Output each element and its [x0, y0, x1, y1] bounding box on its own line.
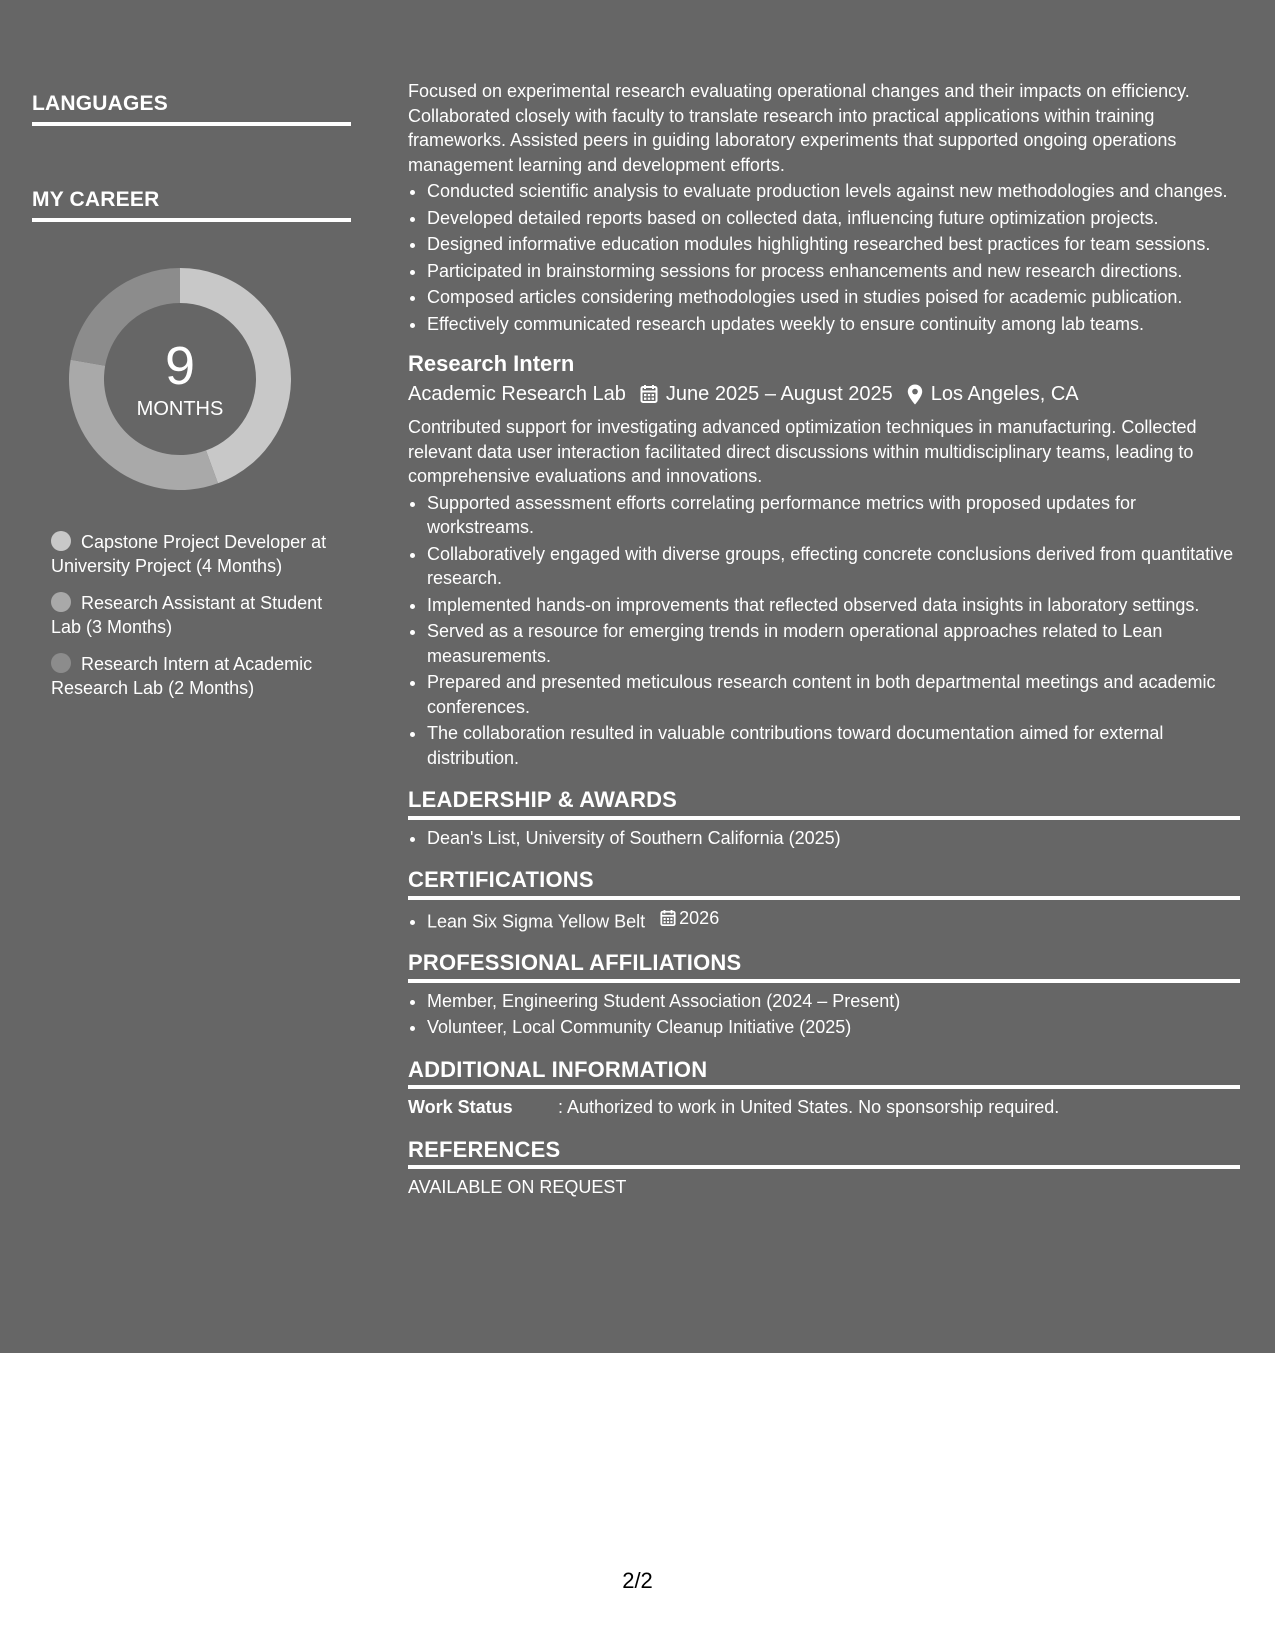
donut-total-months: 9 — [164, 335, 196, 396]
legend-label: Research Assistant at Student Lab (3 Months) — [51, 593, 323, 637]
list-item: • Conducted scientific analysis to evaluate production levels against new methodologies and changes. — [427, 179, 1240, 204]
certifications-heading: CERTIFICATIONS — [408, 868, 1240, 900]
list-item: • Designed informative education modules highlighting researched best practices for team sessions. — [427, 232, 1240, 257]
languages-heading: LANGUAGES — [32, 92, 351, 126]
legend-dot — [51, 592, 71, 612]
legend-label: Research Intern at Academic Research Lab (2 Months) — [51, 654, 313, 698]
work-status-value: : Authorized to work in United States. No sponsorship required. — [558, 1097, 1060, 1118]
work-status-row — [408, 1095, 1240, 1120]
references-heading: REFERENCES — [408, 1138, 1240, 1170]
job-dates: June 2025 – August 2025 — [665, 383, 893, 405]
career-heading: MY CAREER — [32, 188, 351, 222]
list-item: • Effectively communicated research updates weekly to ensure continuity among lab teams. — [427, 312, 1240, 337]
list-item: • Volunteer, Local Community Cleanup Initiative (2025) — [427, 1015, 1240, 1040]
donut-unit: MONTHS — [136, 397, 224, 420]
list-item: • Dean's List, University of Southern California (2025) — [427, 826, 1240, 851]
list-item: • Prepared and presented meticulous research content in both departmental meetings and academic conferences. — [427, 670, 1240, 719]
legend-item — [51, 591, 341, 639]
legend-item — [51, 652, 341, 700]
list-item: • The collaboration resulted in valuable contributions toward documentation aimed for external distribution. — [427, 721, 1240, 770]
job-location: Los Angeles, CA — [930, 383, 1079, 405]
previous-job-bullets — [408, 179, 1240, 336]
calendar-icon — [640, 384, 658, 404]
certification-name: Lean Six Sigma Yellow Belt — [427, 910, 646, 931]
map-pin-icon — [907, 384, 923, 405]
list-item: • Served as a resource for emerging trends in modern operational approaches related to Lean measurements. — [427, 619, 1240, 668]
legend-item — [51, 530, 341, 578]
job-company: Academic Research Lab — [408, 383, 626, 405]
legend-label: Capstone Project Developer at University Project (4 Months) — [51, 532, 327, 576]
donut-center — [65, 264, 295, 494]
leadership-list — [408, 826, 1240, 851]
list-item: • Implemented hands-on improvements that reflected observed data insights in laboratory settings. — [427, 593, 1240, 618]
leadership-heading: LEADERSHIP & AWARDS — [408, 788, 1240, 820]
job-summary: Contributed support for investigating advanced optimization techniques in manufacturing. Collected relevant data user interaction facilitated direct discussions within multidisciplinary teams, leading to comprehensive evaluations and innovations. — [408, 417, 1197, 486]
calendar-icon — [660, 909, 679, 927]
legend-dot — [51, 531, 71, 551]
list-item: • Supported assessment efforts correlating performance metrics with proposed updates for workstreams. — [427, 491, 1240, 540]
career-donut-chart — [65, 264, 295, 494]
list-item — [427, 906, 1240, 934]
list-item: • Composed articles considering methodologies used in studies poised for academic publication. — [427, 285, 1240, 310]
job-bullets — [408, 491, 1240, 771]
work-status-label: Work Status — [408, 1097, 513, 1118]
certifications-list — [408, 906, 1240, 934]
previous-job-summary: Focused on experimental research evaluating operational changes and their impacts on efficiency. Collaborated closely with faculty to translate research into practical applications within training frameworks. Assisted peers in guiding laboratory experiments that supported ongoing operations management learning and development efforts. — [408, 81, 1190, 175]
job-meta — [408, 379, 1240, 409]
list-item: • Participated in brainstorming sessions for process enhancements and new research directions. — [427, 259, 1240, 284]
list-item: • Developed detailed reports based on collected data, influencing future optimization projects. — [427, 206, 1240, 231]
list-item: • Member, Engineering Student Association (2024 – Present) — [427, 989, 1240, 1014]
certification-year: 2026 — [679, 907, 720, 928]
job-title: Research Intern — [408, 351, 575, 376]
affiliations-heading: PROFESSIONAL AFFILIATIONS — [408, 951, 1240, 983]
references-text: AVAILABLE ON REQUEST — [408, 1177, 627, 1198]
affiliations-list — [408, 989, 1240, 1040]
additional-info-heading: ADDITIONAL INFORMATION — [408, 1058, 1240, 1090]
legend-dot — [51, 653, 71, 673]
left-column — [32, 92, 351, 713]
career-legend — [32, 530, 351, 700]
certification-date — [660, 906, 719, 931]
right-column — [408, 79, 1240, 1200]
page-number: 2/2 — [622, 1568, 653, 1593]
list-item: • Collaboratively engaged with diverse groups, effecting concrete conclusions derived from quantitative research. — [427, 542, 1240, 591]
